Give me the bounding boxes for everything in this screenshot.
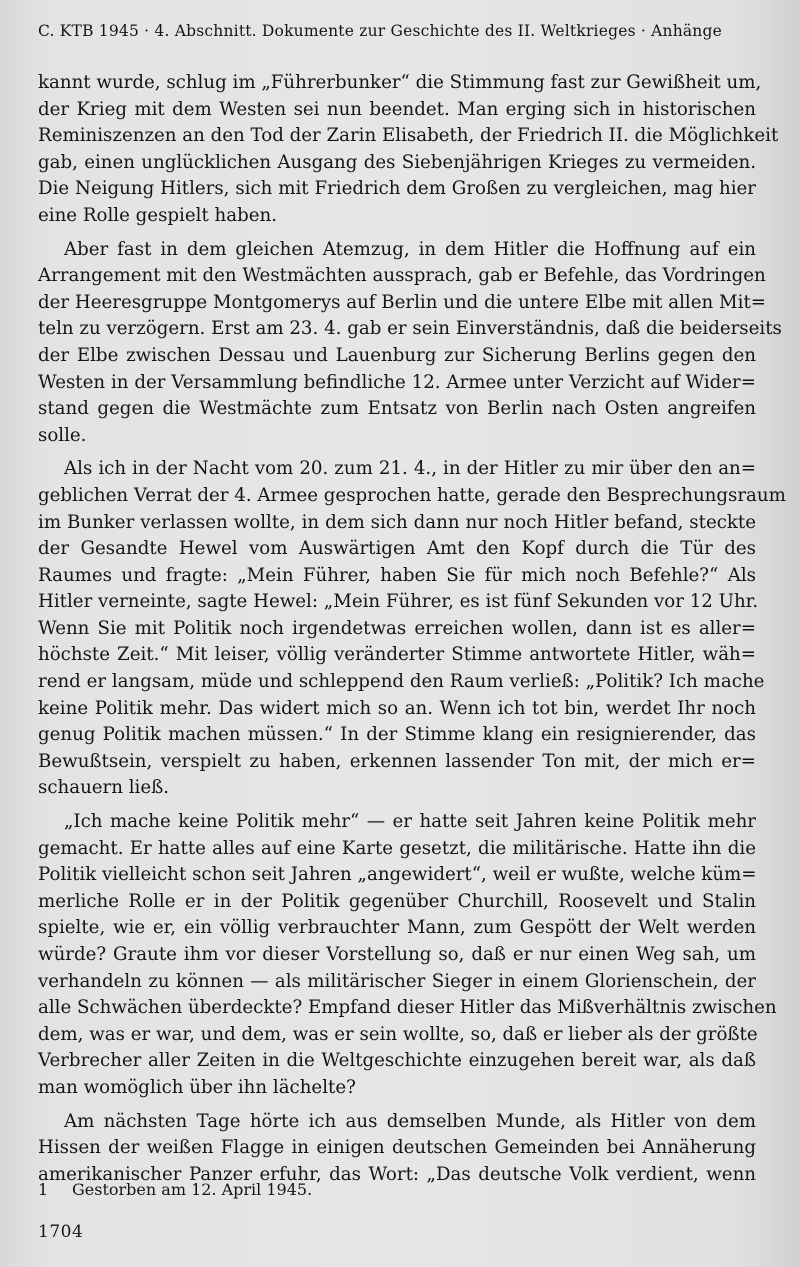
text-line: der Heeresgruppe Montgomerys auf Berlin und die untere Elbe mit allen Mit= bbox=[38, 291, 766, 313]
text-line: der Krieg mit dem Westen sei nun beendet. Man erging sich in historischen bbox=[38, 98, 756, 120]
text-line: gemacht. Er hatte alles auf eine Karte gesetzt, die militärische. Hatte ihn die bbox=[38, 837, 756, 859]
text-line: der Gesandte Hewel vom Auswärtigen Amt den Kopf durch die Tür des bbox=[38, 538, 756, 560]
footnote-text: Gestorben am 12. April 1945. bbox=[72, 1180, 313, 1199]
text-line: kannt wurde, schlug im „Führerbunker“ die Stimmung fast zur Gewißheit um, bbox=[38, 72, 762, 93]
text-line: solle. bbox=[38, 424, 87, 446]
text-line: im Bunker verlassen wollte, in dem sich dann nur noch Hitler befand, steckte bbox=[38, 511, 756, 533]
text-line: Aber fast in dem gleichen Atemzug, in dem Hitler die Hoffnung auf ein bbox=[64, 238, 756, 260]
paragraph-3 bbox=[38, 456, 786, 802]
text-line: Als ich in der Nacht vom 20. zum 21. 4., in der Hitler zu mir über den an= bbox=[64, 458, 756, 480]
text-line: man womöglich über ihn lächelte? bbox=[38, 1076, 356, 1098]
paragraph-4 bbox=[38, 809, 777, 1102]
running-head: C. KTB 1945 · 4. Abschnitt. Dokumente zur Geschichte des II. Weltkrieges · Anhänge bbox=[38, 22, 722, 40]
text-line: merliche Rolle er in der Politik gegenüber Churchill, Roosevelt und Stalin bbox=[38, 890, 756, 912]
footnote-number: 1 bbox=[38, 1180, 49, 1199]
paragraph-1 bbox=[38, 70, 779, 230]
text-line: amerikanischer Panzer erfuhr, das Wort: „Das deutsche Volk verdient, wenn bbox=[38, 1163, 756, 1185]
text-line: Raumes und fragte: „Mein Führer, haben Sie für mich noch Befehle?“ Als bbox=[38, 564, 756, 586]
body-text bbox=[38, 70, 786, 1195]
text-line: rend er langsam, müde und schleppend den Raum verließ: „Politik? Ich mache bbox=[38, 671, 765, 693]
text-line: höchste Zeit.“ Mit leiser, völlig veränderter Stimme antwortete Hitler, wäh= bbox=[38, 644, 756, 666]
text-line: spielte, wie er, ein völlig verbrauchter Mann, zum Gespött der Welt werden bbox=[38, 917, 756, 939]
text-line: Bewußtsein, verspielt zu haben, erkennen lassender Ton mit, der mich er= bbox=[38, 750, 756, 772]
text-line: keine Politik mehr. Das widert mich so an. Wenn ich tot bin, werdet Ihr noch bbox=[38, 697, 756, 719]
footnote bbox=[38, 1180, 758, 1199]
text-line: „Ich mache keine Politik mehr“ — er hatte seit Jahren keine Politik mehr bbox=[64, 811, 756, 833]
text-line: Arrangement mit den Westmächten aussprach, gab er Befehle, das Vordringen bbox=[38, 265, 766, 287]
text-line: Hitler verneinte, sagte Hewel: „Mein Führer, es ist fünf Sekunden vor 12 Uhr. bbox=[38, 591, 759, 613]
text-line: Reminiszenzen an den Tod der Zarin Elisabeth, der Friedrich II. die Möglichkeit bbox=[38, 125, 779, 147]
text-line: Am nächsten Tage hörte ich aus demselben Munde, als Hitler von dem bbox=[64, 1110, 756, 1132]
text-line: würde? Graute ihm vor dieser Vorstellung so, daß er nur einen Weg sah, um bbox=[38, 944, 756, 965]
text-line: Verbrecher aller Zeiten in die Weltgeschichte einzugehen bereit war, als daß bbox=[38, 1050, 756, 1072]
paragraph-5 bbox=[38, 1109, 756, 1189]
text-line: Die Neigung Hitlers, sich mit Friedrich dem Großen zu vergleichen, mag hier bbox=[38, 178, 756, 200]
text-line: genug Politik machen müssen.“ In der Stimme klang ein resignierender, das bbox=[38, 724, 756, 746]
text-line: Hissen der weißen Flagge in einigen deutschen Gemeinden bei Annäherung bbox=[38, 1137, 756, 1159]
text-line: teln zu verzögern. Erst am 23. 4. gab er sein Einverständnis, daß die beiderseits bbox=[38, 318, 782, 340]
text-line: eine Rolle gespielt haben. bbox=[38, 204, 277, 226]
text-line: verhandeln zu können — als militärischer Sieger in einem Glorienschein, der bbox=[38, 970, 756, 992]
text-line: alle Schwächen überdeckte? Empfand dieser Hitler das Mißverhältnis zwischen bbox=[38, 997, 777, 1019]
page-number: 1704 bbox=[38, 1222, 84, 1242]
text-line: gab, einen unglücklichen Ausgang des Siebenjährigen Krieges zu vermeiden. bbox=[38, 151, 756, 173]
text-line: Wenn Sie mit Politik noch irgendetwas erreichen wollen, dann ist es aller= bbox=[38, 617, 756, 639]
text-line: dem, was er war, und dem, was er sein wollte, so, daß er lieber als der größte bbox=[38, 1023, 758, 1045]
text-line: stand gegen die Westmächte zum Entsatz von Berlin nach Osten angreifen bbox=[38, 398, 756, 420]
text-line: geblichen Verrat der 4. Armee gesprochen hatte, gerade den Besprechungsraum bbox=[38, 484, 786, 506]
text-line: Politik vielleicht schon seit Jahren „angewidert“, weil er wußte, welche küm= bbox=[38, 864, 757, 886]
paragraph-2 bbox=[38, 237, 782, 450]
text-line: schauern ließ. bbox=[38, 777, 170, 799]
text-line: Westen in der Versammlung befindliche 12. Armee unter Verzicht auf Wider= bbox=[38, 371, 756, 393]
text-line: der Elbe zwischen Dessau und Lauenburg zur Sicherung Berlins gegen den bbox=[38, 344, 756, 366]
